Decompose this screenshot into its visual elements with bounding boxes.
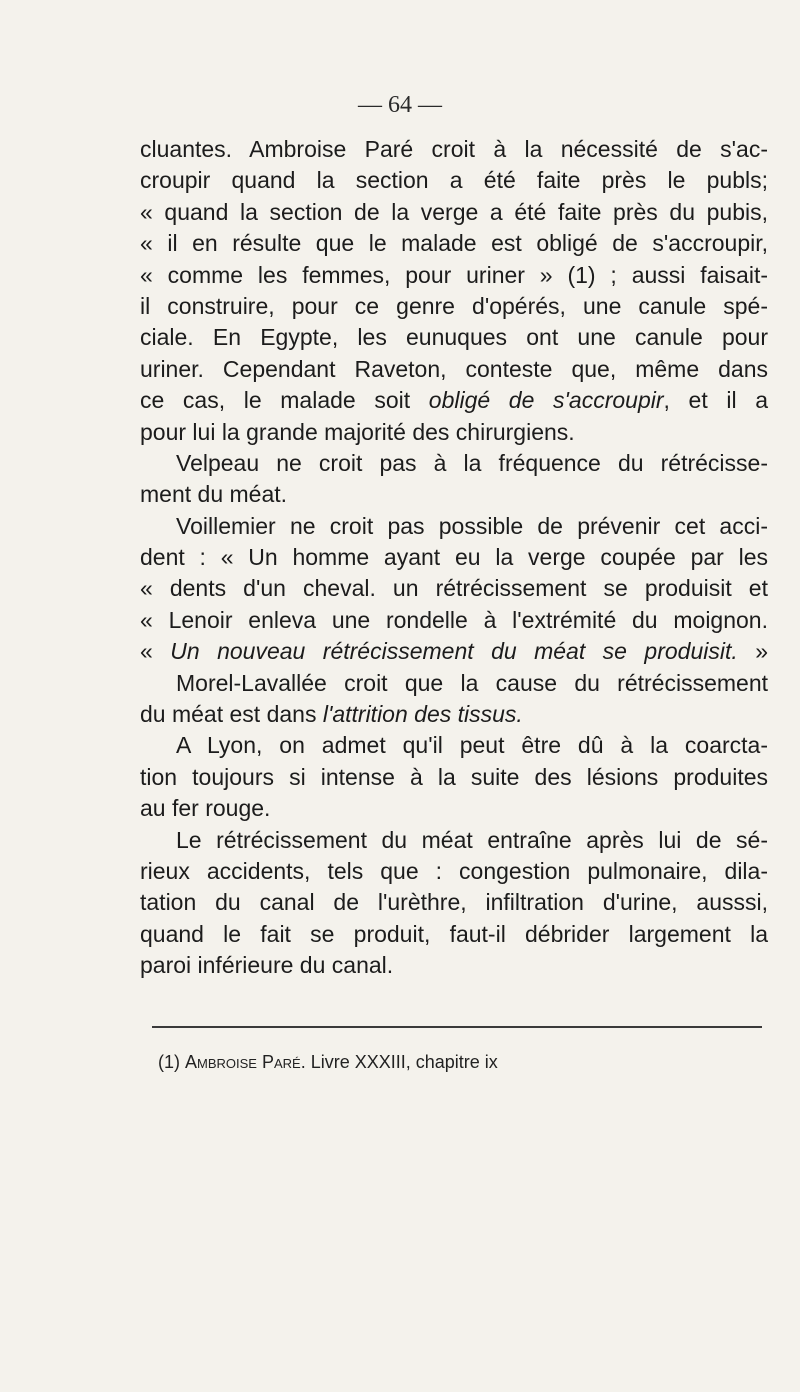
page-number: — 64 — xyxy=(358,92,442,118)
paragraph-end-line: paroi inférieure du canal. xyxy=(140,952,394,979)
footnote-marker: (1) xyxy=(158,1052,180,1072)
text-run: , et il a xyxy=(663,387,769,414)
text-line: croupir quand la section a été faite près le publs; xyxy=(140,167,768,194)
text-line: tion toujours si intense à la suite des lésions produites xyxy=(140,763,768,790)
text-line: dent : « Un homme ayant eu la verge coupée par les xyxy=(140,544,768,571)
paragraph-end-line: ment du méat. xyxy=(140,481,288,508)
text-line xyxy=(140,636,768,667)
text-run: » xyxy=(737,638,768,665)
text-line: il construire, pour ce genre d'opérés, une canule spé- xyxy=(140,292,768,319)
body-text xyxy=(140,134,768,982)
footnote-author: Ambroise Paré. xyxy=(185,1052,306,1072)
footnote-divider xyxy=(152,1026,762,1028)
text-run: « xyxy=(140,638,171,665)
text-line: quand le fait se produit, faut-il débrider largement la xyxy=(140,920,768,947)
text-line: « Lenoir enleva une rondelle à l'extrémité du moignon. xyxy=(140,606,768,633)
text-line: rieux accidents, tels que : congestion pulmonaire, dila- xyxy=(140,857,768,884)
text-line: tation du canal de l'urèthre, infiltration d'urine, ausssi, xyxy=(140,889,768,916)
text-run: du méat est dans xyxy=(140,701,323,728)
paragraph-end-line xyxy=(140,699,768,730)
text-line: « il en résulte que le malade est obligé de s'accroupir, xyxy=(140,230,768,257)
text-line: Morel-Lavallée croit que la cause du rétrécissement xyxy=(176,669,768,696)
italic-phrase: obligé de s'accroupir xyxy=(428,387,664,414)
text-line: Le rétrécissement du méat entraîne après lui de sé- xyxy=(176,826,768,853)
text-line: « dents d'un cheval. un rétrécissement se produisit et xyxy=(140,575,768,602)
text-line: Voillemier ne croit pas possible de prévenir cet acci- xyxy=(176,512,768,539)
text-line: ciale. En Egypte, les eunuques ont une canule pour xyxy=(140,324,768,351)
text-line: uriner. Cependant Raveton, conteste que, même dans xyxy=(140,355,768,382)
footnote xyxy=(158,1052,498,1073)
text-line: « comme les femmes, pour uriner » (1) ; aussi faisait- xyxy=(140,261,768,288)
text-line: « quand la section de la verge a été faite près du pubis, xyxy=(140,198,768,225)
text-line: Velpeau ne croit pas à la fréquence du rétrécisse- xyxy=(176,449,768,476)
italic-quote: Un nouveau rétrécissement du méat se produisit. xyxy=(170,638,738,665)
paragraph-end-line: pour lui la grande majorité des chirurgiens. xyxy=(140,418,575,445)
text-line: cluantes. Ambroise Paré croit à la nécessité de s'ac- xyxy=(140,136,768,162)
text-line xyxy=(140,385,768,416)
text-run: ce cas, le malade soit xyxy=(140,387,429,414)
text-line: A Lyon, on admet qu'il peut être dû à la coarcta- xyxy=(176,732,768,759)
italic-phrase: des tissus. xyxy=(414,701,523,728)
italic-phrase: l'attrition xyxy=(322,701,408,728)
paragraph-end-line: au fer rouge. xyxy=(140,795,271,822)
footnote-text: Livre XXXIII, chapitre ix xyxy=(310,1052,498,1072)
